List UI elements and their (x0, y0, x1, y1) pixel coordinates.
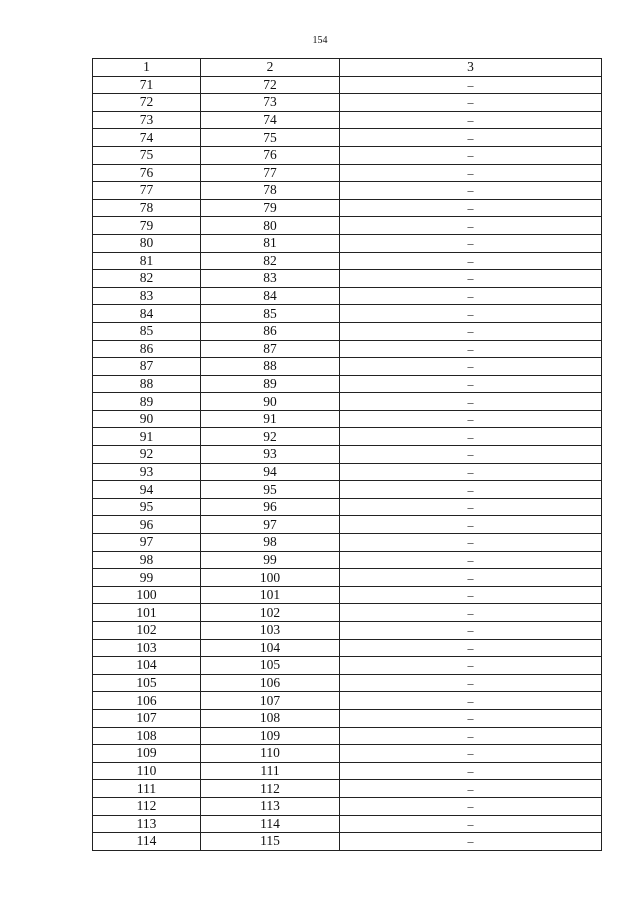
table-cell-col-3: – (340, 287, 602, 305)
table-cell-col-2: 97 (201, 516, 340, 534)
table-cell-col-2: 108 (201, 709, 340, 727)
table-cell-col-3: – (340, 709, 602, 727)
table-cell-col-1: 92 (93, 446, 201, 464)
table-row (93, 463, 602, 481)
table-cell-col-1: 81 (93, 252, 201, 270)
table-row (93, 252, 602, 270)
table-cell-col-1: 71 (93, 76, 201, 94)
table-cell-col-2: 79 (201, 199, 340, 217)
table-cell-col-2: 73 (201, 94, 340, 112)
data-table (92, 58, 602, 851)
table-cell-col-1: 74 (93, 129, 201, 147)
table-cell-col-1: 111 (93, 780, 201, 798)
table-cell-col-2: 115 (201, 833, 340, 851)
table-row (93, 146, 602, 164)
table-cell-col-3: – (340, 674, 602, 692)
table-cell-col-2: 96 (201, 498, 340, 516)
table-cell-col-1: 112 (93, 797, 201, 815)
table-row (93, 815, 602, 833)
table-cell-col-3: – (340, 446, 602, 464)
table-row (93, 780, 602, 798)
table-cell-col-1: 75 (93, 146, 201, 164)
table-cell-col-2: 80 (201, 217, 340, 235)
table-row (93, 305, 602, 323)
table-cell-col-3: – (340, 182, 602, 200)
table-cell-col-2: 76 (201, 146, 340, 164)
table-cell-col-3: – (340, 375, 602, 393)
table-row (93, 182, 602, 200)
table-row (93, 692, 602, 710)
table-cell-col-2: 104 (201, 639, 340, 657)
table-cell-col-3: – (340, 164, 602, 182)
table-cell-col-2: 82 (201, 252, 340, 270)
table-cell-col-3: – (340, 797, 602, 815)
table-row (93, 481, 602, 499)
table-row (93, 516, 602, 534)
table-cell-col-2: 93 (201, 446, 340, 464)
table-row (93, 446, 602, 464)
table-cell-col-2: 86 (201, 322, 340, 340)
table-row (93, 129, 602, 147)
table-cell-col-1: 89 (93, 393, 201, 411)
table-cell-col-3: – (340, 428, 602, 446)
table-cell-col-1: 110 (93, 762, 201, 780)
table-cell-col-2: 103 (201, 622, 340, 640)
table-cell-col-3: – (340, 639, 602, 657)
table-row (93, 762, 602, 780)
table-cell-col-1: 80 (93, 234, 201, 252)
table-cell-col-3: – (340, 745, 602, 763)
table-cell-col-3: – (340, 516, 602, 534)
table-cell-col-3: – (340, 569, 602, 587)
table-cell-col-1: 102 (93, 622, 201, 640)
table-cell-col-3: – (340, 322, 602, 340)
table-cell-col-1: 83 (93, 287, 201, 305)
column-header-3: 3 (340, 59, 602, 77)
table-row (93, 358, 602, 376)
table-cell-col-2: 89 (201, 375, 340, 393)
table-cell-col-2: 94 (201, 463, 340, 481)
column-header-1: 1 (93, 59, 201, 77)
header-row (93, 59, 602, 77)
table-cell-col-1: 73 (93, 111, 201, 129)
table-cell-col-3: – (340, 586, 602, 604)
table-row (93, 622, 602, 640)
table-cell-col-1: 85 (93, 322, 201, 340)
table-row (93, 674, 602, 692)
table-cell-col-3: – (340, 76, 602, 94)
table-cell-col-2: 81 (201, 234, 340, 252)
table-cell-col-3: – (340, 481, 602, 499)
table-cell-col-2: 112 (201, 780, 340, 798)
table-cell-col-1: 98 (93, 551, 201, 569)
column-header-2: 2 (201, 59, 340, 77)
table-cell-col-1: 72 (93, 94, 201, 112)
table-row (93, 340, 602, 358)
table-cell-col-2: 107 (201, 692, 340, 710)
table-cell-col-1: 95 (93, 498, 201, 516)
table-cell-col-1: 108 (93, 727, 201, 745)
table-cell-col-1: 100 (93, 586, 201, 604)
table-row (93, 657, 602, 675)
table-cell-col-3: – (340, 111, 602, 129)
table-cell-col-1: 94 (93, 481, 201, 499)
table-cell-col-1: 96 (93, 516, 201, 534)
table-row (93, 639, 602, 657)
table-cell-col-1: 86 (93, 340, 201, 358)
table-cell-col-1: 93 (93, 463, 201, 481)
table-cell-col-2: 109 (201, 727, 340, 745)
table-cell-col-1: 97 (93, 534, 201, 552)
table-cell-col-1: 114 (93, 833, 201, 851)
page-number: 154 (312, 35, 328, 46)
table-cell-col-2: 74 (201, 111, 340, 129)
table-cell-col-3: – (340, 252, 602, 270)
table-cell-col-2: 101 (201, 586, 340, 604)
table-cell-col-2: 98 (201, 534, 340, 552)
table-cell-col-1: 77 (93, 182, 201, 200)
table-cell-col-3: – (340, 604, 602, 622)
table-row (93, 164, 602, 182)
table-cell-col-2: 113 (201, 797, 340, 815)
table-cell-col-3: – (340, 498, 602, 516)
table-cell-col-2: 85 (201, 305, 340, 323)
table-cell-col-3: – (340, 463, 602, 481)
table-row (93, 727, 602, 745)
table-row (93, 217, 602, 235)
table-cell-col-3: – (340, 657, 602, 675)
table-cell-col-2: 99 (201, 551, 340, 569)
table-cell-col-2: 106 (201, 674, 340, 692)
table-cell-col-2: 90 (201, 393, 340, 411)
table-cell-col-3: – (340, 551, 602, 569)
table-cell-col-2: 88 (201, 358, 340, 376)
table-row (93, 94, 602, 112)
table-cell-col-3: – (340, 692, 602, 710)
table-cell-col-3: – (340, 340, 602, 358)
table-cell-col-1: 101 (93, 604, 201, 622)
table-cell-col-3: – (340, 393, 602, 411)
table-cell-col-3: – (340, 234, 602, 252)
table-cell-col-1: 76 (93, 164, 201, 182)
table-cell-col-2: 92 (201, 428, 340, 446)
table-cell-col-3: – (340, 780, 602, 798)
table-cell-col-2: 84 (201, 287, 340, 305)
table-cell-col-2: 78 (201, 182, 340, 200)
table-cell-col-3: – (340, 146, 602, 164)
table-header (93, 59, 602, 77)
table-cell-col-1: 87 (93, 358, 201, 376)
table-row (93, 709, 602, 727)
table-row (93, 270, 602, 288)
table-row (93, 745, 602, 763)
table-cell-col-1: 113 (93, 815, 201, 833)
table-cell-col-3: – (340, 270, 602, 288)
table-row (93, 111, 602, 129)
table-cell-col-3: – (340, 410, 602, 428)
table-cell-col-3: – (340, 762, 602, 780)
table-row (93, 322, 602, 340)
table-cell-col-1: 105 (93, 674, 201, 692)
table-cell-col-3: – (340, 358, 602, 376)
table-cell-col-2: 87 (201, 340, 340, 358)
table-row (93, 551, 602, 569)
table-row (93, 234, 602, 252)
table-cell-col-2: 91 (201, 410, 340, 428)
table-cell-col-1: 107 (93, 709, 201, 727)
table-cell-col-1: 79 (93, 217, 201, 235)
table-cell-col-3: – (340, 815, 602, 833)
table-cell-col-1: 106 (93, 692, 201, 710)
table-row (93, 498, 602, 516)
table-cell-col-2: 105 (201, 657, 340, 675)
table-cell-col-3: – (340, 534, 602, 552)
table-cell-col-2: 100 (201, 569, 340, 587)
table-cell-col-1: 84 (93, 305, 201, 323)
table-cell-col-3: – (340, 622, 602, 640)
table-cell-col-1: 91 (93, 428, 201, 446)
table-cell-col-3: – (340, 217, 602, 235)
table-body (93, 76, 602, 850)
table-row (93, 569, 602, 587)
table-cell-col-2: 72 (201, 76, 340, 94)
table-cell-col-3: – (340, 727, 602, 745)
table-row (93, 393, 602, 411)
table-cell-col-1: 103 (93, 639, 201, 657)
table-cell-col-3: – (340, 833, 602, 851)
table-cell-col-2: 77 (201, 164, 340, 182)
table-row (93, 586, 602, 604)
table-cell-col-2: 95 (201, 481, 340, 499)
table-cell-col-3: – (340, 94, 602, 112)
table-cell-col-2: 83 (201, 270, 340, 288)
table-cell-col-2: 102 (201, 604, 340, 622)
table-cell-col-3: – (340, 129, 602, 147)
table-row (93, 604, 602, 622)
table-row (93, 428, 602, 446)
table-cell-col-1: 88 (93, 375, 201, 393)
table-cell-col-1: 104 (93, 657, 201, 675)
table-row (93, 410, 602, 428)
table-row (93, 534, 602, 552)
table-cell-col-1: 109 (93, 745, 201, 763)
table-cell-col-1: 78 (93, 199, 201, 217)
table-row (93, 199, 602, 217)
table-cell-col-3: – (340, 199, 602, 217)
table-row (93, 375, 602, 393)
table-cell-col-2: 114 (201, 815, 340, 833)
table-cell-col-1: 99 (93, 569, 201, 587)
table-row (93, 797, 602, 815)
table-row (93, 287, 602, 305)
table-row (93, 833, 602, 851)
table-cell-col-1: 82 (93, 270, 201, 288)
table-cell-col-2: 75 (201, 129, 340, 147)
table-cell-col-2: 110 (201, 745, 340, 763)
table-cell-col-1: 90 (93, 410, 201, 428)
table-cell-col-2: 111 (201, 762, 340, 780)
table-cell-col-3: – (340, 305, 602, 323)
table-row (93, 76, 602, 94)
